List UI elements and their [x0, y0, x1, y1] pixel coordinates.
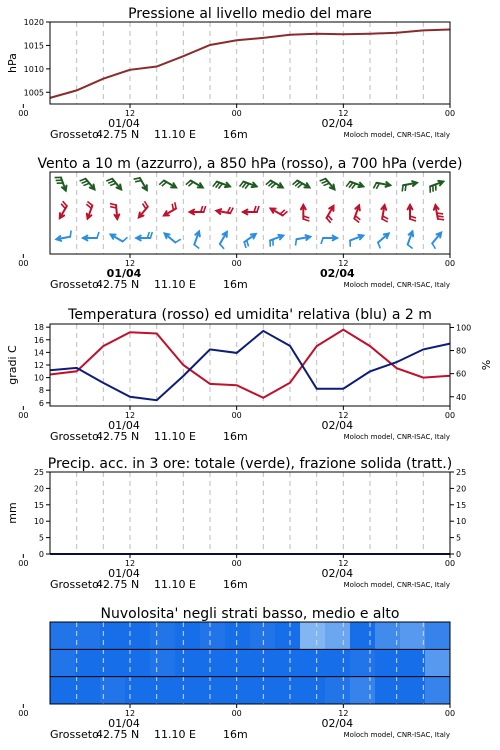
station-lat: 42.75 N — [96, 430, 140, 443]
plot-frame — [50, 472, 450, 554]
wind-barb-feather — [204, 206, 206, 212]
y-right-tick-label: 5 — [456, 533, 462, 543]
day-label: 01/04 — [108, 419, 140, 432]
wind-barb-feather — [145, 201, 148, 206]
y-right-tick-label: 20 — [456, 484, 467, 494]
wind-barb — [106, 179, 121, 190]
wind-barb — [301, 205, 309, 221]
wind-barb — [190, 206, 206, 214]
wind-barb-feather — [123, 237, 128, 241]
y-left-tick-label: 0 — [38, 550, 44, 559]
wind-barb — [86, 201, 92, 218]
y-tick-label: 1015 — [23, 41, 44, 51]
wind-barb-feather — [106, 179, 112, 181]
pressure-line — [50, 30, 450, 98]
wind-barb — [402, 181, 417, 191]
model-credit: Moloch model, CNR-ISAC, Italy — [343, 131, 450, 139]
y-left-tick-label: 8 — [38, 386, 44, 396]
cloud-cell — [250, 622, 276, 649]
wind-barb-feather — [296, 239, 297, 245]
wind-barb — [373, 182, 390, 189]
model-credit: Moloch model, CNR-ISAC, Italy — [343, 581, 450, 589]
station-elev: 16m — [223, 430, 248, 443]
chart-title: Vento a 10 m (azzurro), a 850 hPa (rosso), a 700 hPa (verde) — [37, 156, 463, 172]
cloud-cell — [275, 677, 301, 704]
x-tick-label: 12 — [338, 411, 349, 420]
x-tick-label: 00 — [444, 559, 456, 568]
wind-barb — [186, 181, 203, 188]
day-label: 02/04 — [321, 419, 354, 432]
x-tick-label: 00 — [444, 109, 456, 118]
y-right-tick-label: 40 — [456, 392, 467, 402]
x-tick-label: 12 — [338, 259, 349, 268]
station-info — [50, 430, 450, 443]
station-name: Grosseto — [50, 578, 99, 591]
y-left-tick-label: 12 — [33, 361, 44, 370]
chart-title: Pressione al livello medio del mare — [128, 6, 372, 22]
wind-barb — [350, 235, 363, 247]
wind-barb — [430, 181, 443, 193]
wind-barb-feather — [82, 181, 88, 183]
wind-barb — [220, 232, 227, 249]
wind-barb — [434, 205, 444, 220]
wind-barb — [381, 205, 388, 222]
cloud-cell — [300, 622, 326, 649]
wind-barb-feather — [437, 213, 443, 214]
wind-barb — [354, 205, 360, 222]
cloud-cell — [150, 622, 176, 649]
cloud-cell — [300, 649, 326, 676]
cloud-cell — [350, 622, 376, 649]
x-tick-label: 00 — [444, 411, 456, 420]
wind-barb-feather — [110, 204, 116, 205]
wind-barb — [60, 201, 67, 218]
wind-level — [56, 231, 441, 249]
cloud-cell — [275, 649, 301, 676]
y-tick-label: 1020 — [23, 18, 44, 27]
cloud-cell — [225, 622, 251, 649]
wind-barb — [139, 201, 148, 217]
wind-level — [55, 177, 444, 192]
x-tick-label: 12 — [124, 109, 136, 118]
station-lon: 11.10 E — [154, 578, 196, 591]
wind-barb — [408, 231, 414, 248]
cloud-cell — [225, 649, 251, 676]
cloud-cell — [350, 649, 376, 676]
wind-barb — [164, 202, 176, 215]
x-tick-label: 12 — [124, 559, 136, 568]
wind-barb-feather — [97, 232, 99, 238]
wind-chart — [18, 156, 462, 291]
wind-barb — [216, 207, 233, 214]
cloud-cell — [175, 677, 201, 704]
y-left-tick-label: 14 — [33, 348, 44, 358]
wind-barb — [239, 182, 256, 189]
wind-barb-feather — [438, 219, 444, 220]
y-left-tick-label: 25 — [33, 468, 44, 477]
cloud-cell — [75, 622, 101, 649]
day-label: 02/04 — [321, 117, 354, 130]
x-tick-label: 00 — [18, 411, 29, 420]
temperature-humidity-chart — [6, 307, 493, 443]
wind-barb-feather — [220, 244, 224, 249]
y-left-tick-label: 18 — [33, 323, 44, 333]
cloud-cell — [300, 677, 326, 704]
wind-barb — [296, 235, 311, 245]
y-left-tick-label: 10 — [33, 373, 44, 383]
x-tick-label: 12 — [124, 411, 136, 420]
x-tick-label: 00 — [231, 709, 242, 718]
wind-barb-feather — [376, 183, 379, 189]
chart-title: Nuvolosita' negli strati basso, medio e alto — [100, 606, 400, 622]
station-elev: 16m — [223, 128, 248, 141]
wind-barb — [136, 232, 152, 240]
wind-barb — [293, 181, 310, 188]
station-name: Grosseto — [50, 278, 99, 291]
cloud-cell — [425, 649, 451, 676]
station-name: Grosseto — [50, 728, 99, 741]
cloud-cell — [200, 622, 226, 649]
x-tick-label: 12 — [338, 559, 349, 568]
x-tick-label: 00 — [444, 259, 456, 268]
wind-barb-feather — [257, 206, 259, 212]
cloud-cell — [75, 649, 101, 676]
y-right-tick-label: 15 — [456, 500, 467, 510]
y-left-tick-label: 6 — [38, 398, 44, 408]
wind-barb — [378, 234, 389, 249]
wind-barb — [271, 209, 288, 216]
chart-title: Precip. acc. in 3 ore: totale (verde), frazione solida (tratt.) — [47, 456, 453, 472]
station-info — [50, 278, 450, 291]
x-tick-label: 00 — [18, 559, 29, 568]
wind-barb-feather — [134, 178, 140, 179]
wind-barb-feather — [247, 240, 249, 246]
wind-barb — [432, 233, 441, 249]
cloud-cell — [175, 649, 201, 676]
station-lon: 11.10 E — [154, 128, 196, 141]
cloud-cell — [400, 622, 426, 649]
y-left-tick-label: 10 — [33, 517, 44, 527]
cloud-cell — [325, 677, 351, 704]
x-tick-label: 00 — [18, 109, 29, 118]
y-right-tick-label: 10 — [456, 517, 467, 527]
y-left-tick-label: 5 — [38, 533, 44, 543]
cloud-cell — [225, 677, 251, 704]
cloud-cell — [175, 622, 201, 649]
wind-barb-feather — [373, 183, 376, 189]
x-tick-label: 00 — [444, 709, 456, 718]
wind-barb-feather — [402, 185, 403, 191]
y-right-tick-label: 100 — [456, 323, 472, 333]
wind-barb-feather — [303, 219, 309, 221]
cloud-cell — [425, 677, 451, 704]
cloud-cell — [325, 649, 351, 676]
cloud-cell — [275, 622, 301, 649]
station-lat: 42.75 N — [96, 128, 140, 141]
y-right-tick-label: 60 — [456, 369, 467, 379]
wind-barb — [159, 181, 176, 188]
y-left-tick-label: 15 — [33, 500, 44, 510]
station-info — [50, 578, 450, 591]
wind-barb — [56, 231, 71, 241]
wind-barb — [165, 234, 181, 243]
station-lon: 11.10 E — [154, 728, 196, 741]
wind-barb-feather — [108, 181, 114, 183]
day-label: 01/04 — [108, 567, 140, 580]
wind-barb-feather — [175, 239, 180, 242]
wind-barb-feather — [383, 216, 389, 219]
wind-barb-feather — [244, 242, 246, 248]
y-axis-label: % — [480, 359, 493, 371]
station-elev: 16m — [223, 278, 248, 291]
cloud-cell — [400, 677, 426, 704]
cloud-cell — [125, 622, 151, 649]
y-tick-label: 1005 — [23, 88, 44, 98]
x-tick-label: 00 — [231, 411, 242, 420]
model-credit: Moloch model, CNR-ISAC, Italy — [343, 281, 450, 289]
cloud-cell — [350, 677, 376, 704]
wind-barb-feather — [175, 202, 176, 208]
x-tick-label: 00 — [231, 259, 242, 268]
x-tick-label: 00 — [231, 109, 242, 118]
wind-barb — [321, 236, 337, 244]
station-elev: 16m — [223, 728, 248, 741]
wind-barb — [213, 182, 230, 189]
wind-level — [60, 201, 444, 223]
station-lat: 42.75 N — [96, 728, 140, 741]
wind-barb — [194, 231, 200, 248]
wind-barb-feather — [70, 231, 71, 237]
y-tick-label: 1010 — [23, 64, 44, 74]
wind-barb-feather — [150, 232, 152, 238]
day-label: 02/04 — [321, 567, 354, 580]
wind-barb — [55, 177, 67, 190]
cloud-cell — [125, 677, 151, 704]
wind-barb — [80, 179, 95, 190]
wind-barb-feather — [378, 242, 380, 248]
x-tick-label: 12 — [338, 709, 349, 718]
wind-barb — [244, 234, 255, 248]
station-info — [50, 728, 450, 741]
y-axis-label: mm — [6, 502, 19, 524]
wind-barb-feather — [382, 219, 388, 222]
day-label: 02/04 — [320, 267, 355, 280]
station-lon: 11.10 E — [154, 278, 196, 291]
wind-barb-feather — [230, 208, 233, 214]
wind-barb — [111, 235, 128, 242]
model-credit: Moloch model, CNR-ISAC, Italy — [343, 433, 450, 441]
wind-barb-feather — [432, 243, 435, 248]
pressure-chart — [6, 6, 455, 141]
wind-barb-feather — [410, 219, 416, 221]
day-label: 01/04 — [108, 117, 140, 130]
cloud-cell — [50, 677, 76, 704]
station-name: Grosseto — [50, 128, 99, 141]
cloud-cell — [400, 649, 426, 676]
station-info — [50, 128, 450, 141]
wind-barb — [270, 235, 283, 247]
humidity-line — [50, 331, 450, 400]
wind-barb-feather — [405, 185, 406, 191]
y-axis-label: gradi C — [6, 345, 19, 385]
cloud-cell — [75, 677, 101, 704]
cloud-cell — [200, 649, 226, 676]
y-right-tick-label: 25 — [456, 468, 467, 477]
wind-barb — [110, 204, 119, 219]
station-elev: 16m — [223, 578, 248, 591]
wind-barb-feather — [227, 207, 230, 213]
wind-barb — [346, 182, 363, 189]
chart-title: Temperatura (rosso) ed umidita' relativa (blu) a 2 m — [68, 307, 432, 323]
cloud-cell — [150, 677, 176, 704]
wind-barb-feather — [194, 245, 199, 249]
day-label: 01/04 — [108, 717, 140, 730]
cloud-cell — [250, 649, 276, 676]
cloud-cover-chart — [18, 606, 455, 741]
y-left-tick-label: 20 — [33, 484, 44, 494]
wind-barb-feather — [135, 181, 141, 182]
day-label: 02/04 — [321, 717, 354, 730]
cloud-cell — [150, 649, 176, 676]
station-lat: 42.75 N — [96, 278, 140, 291]
station-lon: 11.10 E — [154, 430, 196, 443]
wind-barb — [134, 178, 147, 190]
wind-barb — [83, 232, 99, 240]
precipitation-chart — [6, 456, 466, 591]
wind-barb — [327, 206, 334, 223]
wind-barb-feather — [437, 216, 443, 217]
wind-barb — [320, 179, 335, 190]
x-tick-label: 00 — [231, 559, 242, 568]
wind-barb-feather — [320, 179, 326, 181]
wind-barb-feather — [110, 183, 116, 185]
plot-frame — [50, 22, 450, 104]
day-label: 01/04 — [106, 267, 142, 280]
model-credit: Moloch model, CNR-ISAC, Italy — [343, 731, 450, 739]
x-tick-label: 12 — [124, 259, 136, 268]
cloud-cell — [50, 622, 76, 649]
cloud-cell — [125, 649, 151, 676]
x-tick-label: 00 — [18, 709, 29, 718]
cloud-cell — [425, 622, 451, 649]
cloud-cell — [200, 677, 226, 704]
wind-barb — [266, 181, 283, 188]
wind-barb — [243, 206, 259, 214]
y-left-tick-label: 16 — [33, 335, 44, 345]
wind-barb-feather — [408, 245, 413, 249]
wind-barb — [408, 205, 416, 221]
y-axis-label: hPa — [6, 53, 19, 73]
cloud-cell — [325, 622, 351, 649]
station-lat: 42.75 N — [96, 578, 140, 591]
wind-barb-feather — [323, 183, 329, 185]
wind-barb-feather — [172, 204, 173, 210]
y-right-tick-label: 0 — [456, 550, 462, 559]
wind-barb-feather — [80, 179, 86, 181]
cloud-cell — [50, 649, 76, 676]
x-tick-label: 12 — [124, 709, 136, 718]
x-tick-label: 12 — [338, 109, 349, 118]
wind-barb-feather — [321, 238, 323, 244]
wind-barb-feather — [322, 181, 328, 183]
wind-barb-feather — [83, 183, 89, 185]
cloud-cell — [250, 677, 276, 704]
x-tick-label: 00 — [18, 259, 29, 268]
y-right-tick-label: 80 — [456, 346, 467, 356]
station-name: Grosseto — [50, 430, 99, 443]
wind-barb-feather — [143, 204, 146, 209]
